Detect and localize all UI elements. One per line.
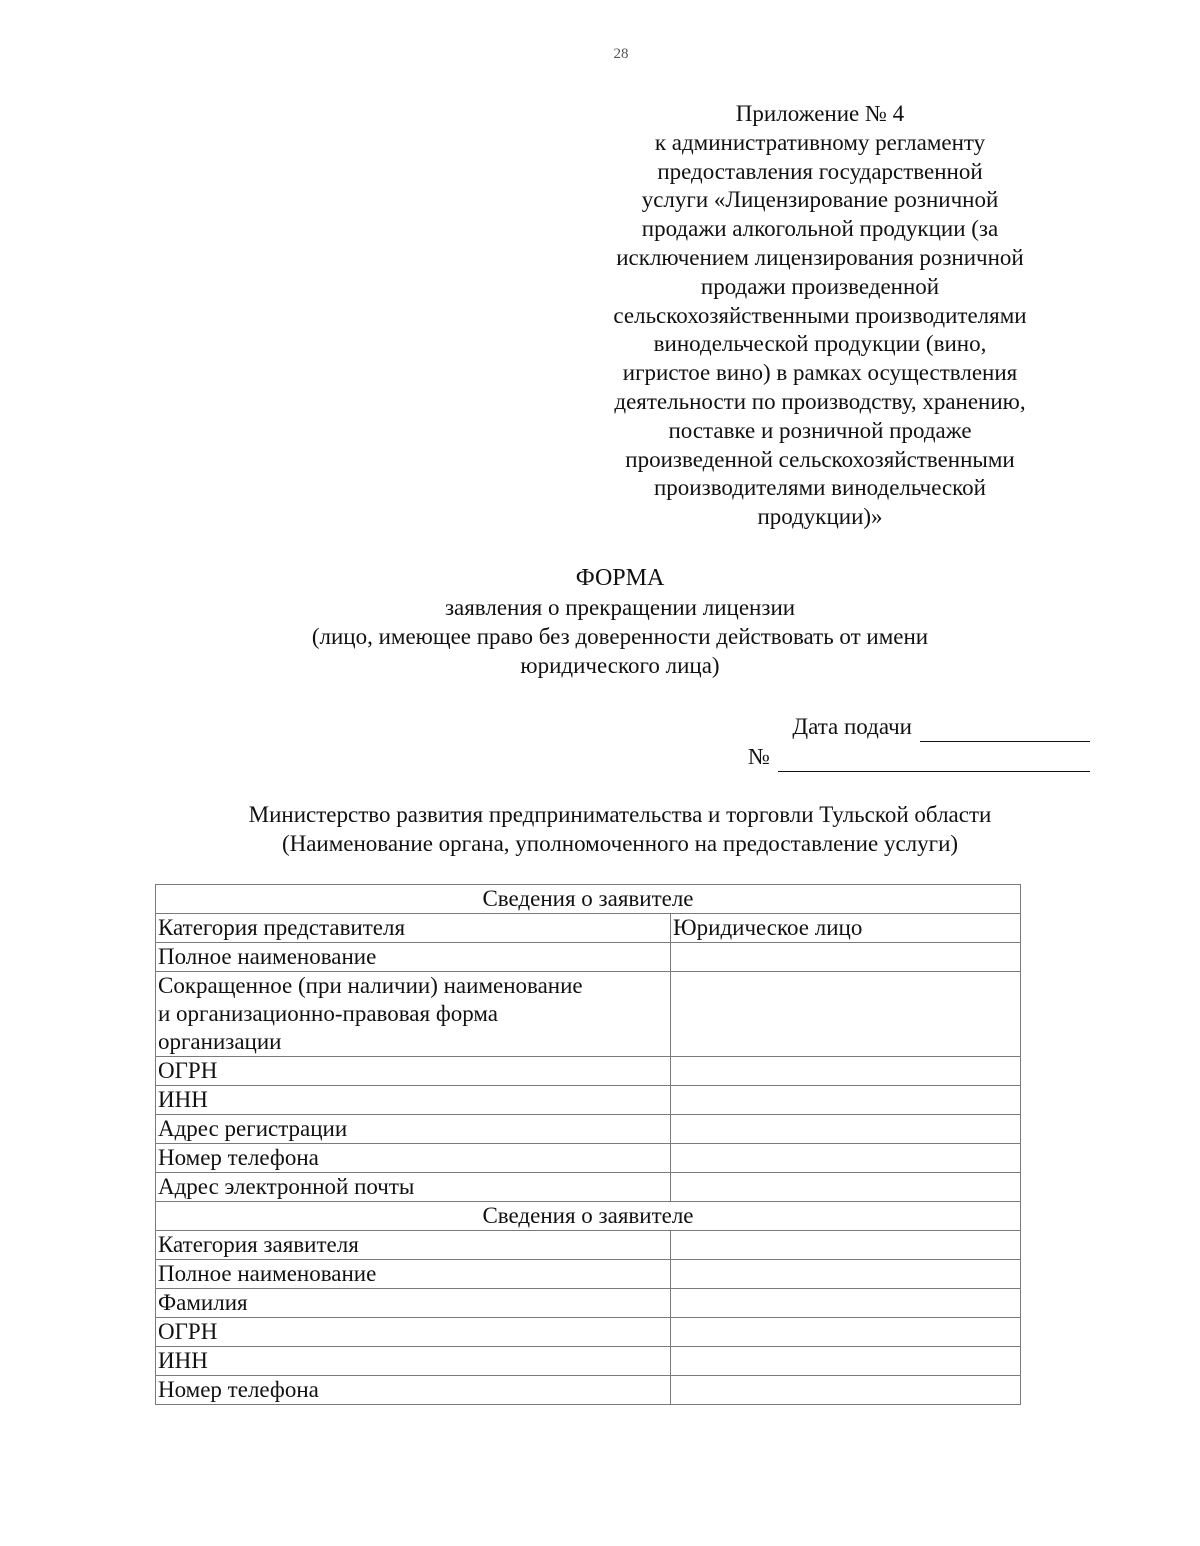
table-row	[156, 1289, 1021, 1318]
row-value-field[interactable]	[671, 1057, 1021, 1086]
row-label: Номер телефона	[156, 1376, 671, 1405]
row-value-field[interactable]	[671, 943, 1021, 972]
row-value-field[interactable]	[671, 1086, 1021, 1115]
section-title: Сведения о заявителе	[156, 885, 1021, 914]
table-row	[156, 1144, 1021, 1173]
ministry-block	[120, 800, 1120, 858]
table-row	[156, 1057, 1021, 1086]
submission-number-label: №	[748, 744, 770, 769]
row-label: Категория заявителя	[156, 1231, 671, 1260]
row-label: Адрес регистрации	[156, 1115, 671, 1144]
appendix-line: производителями винодельческой	[654, 475, 986, 501]
appendix-line: продажи произведенной	[700, 273, 940, 299]
row-label: ОГРН	[156, 1057, 671, 1086]
table-row	[156, 1376, 1021, 1405]
appendix-line: услуги «Лицензирование розничной	[641, 187, 999, 213]
row-label: ОГРН	[156, 1318, 671, 1347]
table-row	[156, 1231, 1021, 1260]
submission-number-row	[700, 742, 1090, 772]
row-label: Полное наименование	[156, 943, 671, 972]
ministry-name: Министерство развития предпринимательства и торговли Тульской области	[248, 802, 992, 827]
appendix-line: продукции)»	[757, 504, 883, 530]
table-row	[156, 1086, 1021, 1115]
table-row	[156, 1173, 1021, 1202]
form-subtitle-line: юридического лица)	[520, 653, 720, 678]
form-subtitle-line: заявления о прекращении лицензии	[444, 595, 796, 620]
table-row	[156, 1347, 1021, 1376]
row-value-field[interactable]	[671, 1376, 1021, 1405]
form-heading	[200, 564, 1040, 680]
row-label: Категория представителя	[156, 914, 671, 943]
row-value-field[interactable]	[671, 1289, 1021, 1318]
appendix-header	[560, 100, 1080, 532]
appendix-line: Приложение № 4	[735, 101, 905, 126]
row-value-field[interactable]	[671, 1115, 1021, 1144]
row-value-field[interactable]	[671, 1318, 1021, 1347]
submission-block	[700, 712, 1090, 772]
row-label-line: Сокращенное (при наличии) наименование	[158, 973, 583, 998]
row-label: ИНН	[156, 1086, 671, 1115]
section-title: Сведения о заявителе	[156, 1202, 1021, 1231]
appendix-line: предоставления государственной	[657, 158, 983, 184]
row-label-line: организации	[158, 1029, 282, 1054]
submission-date-field[interactable]	[920, 719, 1090, 742]
row-label: Номер телефона	[156, 1144, 671, 1173]
row-label: Адрес электронной почты	[156, 1173, 671, 1202]
row-value-field[interactable]	[671, 1231, 1021, 1260]
submission-number-field[interactable]	[778, 749, 1090, 772]
table-row	[156, 1260, 1021, 1289]
table-row	[156, 1318, 1021, 1347]
appendix-line: исключением лицензирования розничной	[616, 244, 1024, 270]
row-value: Юридическое лицо	[671, 914, 1021, 943]
form-title: ФОРМА	[575, 565, 665, 591]
row-value-field[interactable]	[671, 1260, 1021, 1289]
ministry-caption: (Наименование органа, уполномоченного на предоставление услуги)	[281, 831, 959, 856]
table-row	[156, 914, 1021, 943]
page-number: 28	[613, 46, 629, 62]
appendix-line: деятельности по производству, хранению,	[614, 388, 1026, 414]
row-value-field[interactable]	[671, 1347, 1021, 1376]
row-label: ИНН	[156, 1347, 671, 1376]
table-row	[156, 943, 1021, 972]
row-label: Фамилия	[156, 1289, 671, 1318]
row-label	[156, 972, 671, 1057]
table-row	[156, 1115, 1021, 1144]
appendix-line: игристое вино) в рамках осуществления	[622, 360, 1018, 386]
appendix-line: продажи алкогольной продукции (за	[641, 216, 999, 242]
table-row	[156, 885, 1021, 914]
row-label-line: и организационно-правовая форма	[158, 1001, 498, 1026]
appendix-line: к административному регламенту	[654, 129, 986, 155]
submission-date-label: Дата подачи	[792, 714, 912, 739]
table-row	[156, 972, 1021, 1057]
appendix-line: поставке и розничной продаже	[668, 417, 972, 443]
applicant-table	[155, 884, 1021, 1405]
submission-date-row	[700, 712, 1090, 742]
form-subtitle-line: (лицо, имеющее право без доверенности действовать от имени	[311, 624, 929, 649]
appendix-line: сельскохозяйственными производителями	[613, 302, 1027, 328]
row-label: Полное наименование	[156, 1260, 671, 1289]
appendix-line: произведенной сельскохозяйственными	[625, 446, 1015, 472]
appendix-line: винодельческой продукции (вино,	[653, 331, 987, 357]
row-value-field[interactable]	[671, 1173, 1021, 1202]
row-value-field[interactable]	[671, 972, 1021, 1057]
table-row	[156, 1202, 1021, 1231]
row-value-field[interactable]	[671, 1144, 1021, 1173]
